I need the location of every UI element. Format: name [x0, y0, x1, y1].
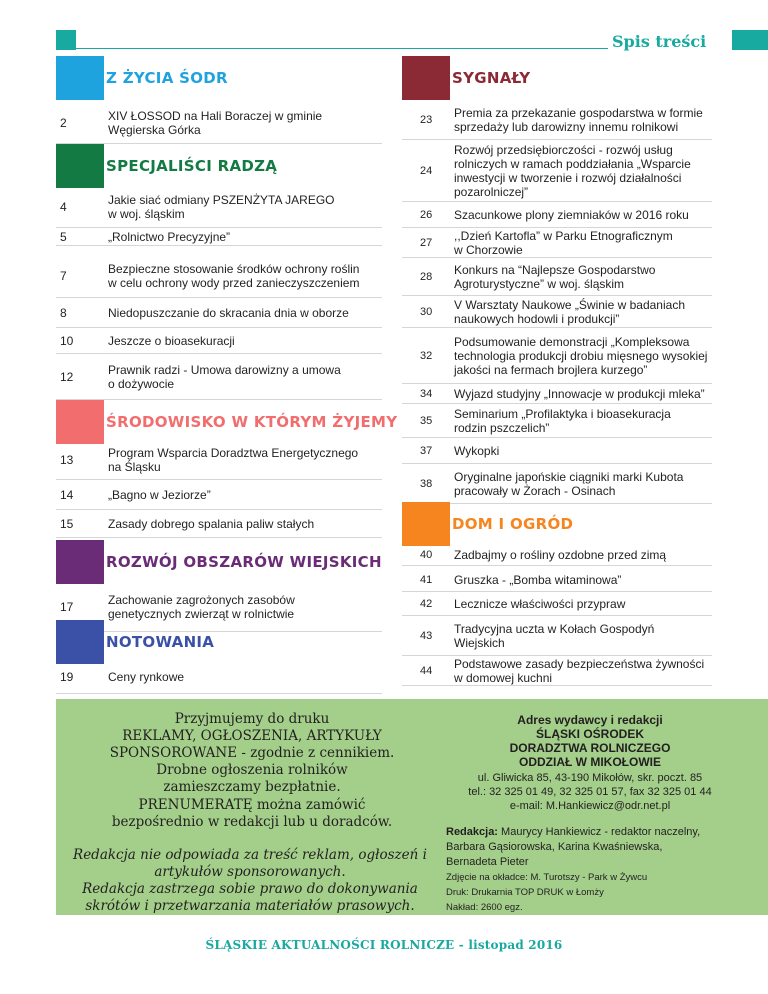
printing-info: Druk: Drukarnia TOP DRUK w Łomży — [446, 887, 604, 898]
toc-entry-title: Podstawowe zasady bezpieczeństwa żywności w domowej kuchni — [454, 656, 705, 685]
toc-page-number: 24 — [420, 164, 433, 177]
toc-page-number: 44 — [420, 664, 433, 677]
toc-entry — [56, 354, 382, 400]
toc-entry-title: Niedopuszczanie do skracania dnia w oborze — [108, 305, 349, 320]
info-box-right — [444, 699, 768, 915]
toc-entry-title: Jeszcze o bioasekuracji — [108, 333, 235, 348]
editorial-label: Redakcja: — [446, 826, 498, 838]
toc-page-number: 10 — [60, 333, 74, 348]
publisher-heading: Adres wydawcy i redakcji ŚLĄSKI OŚRODEK DORADZTWA ROLNICZEGO ODDZIAŁ W MIKOŁOWIE — [509, 713, 671, 769]
toc-page-number: 35 — [420, 414, 433, 427]
toc-entry — [56, 660, 382, 694]
subscription-notice: PRENUMERATĘ można zamówić bezpośrednio w redakcji lub u doradców. — [111, 797, 393, 830]
editorial-staff — [446, 825, 746, 870]
toc-page-number: 40 — [420, 548, 433, 561]
disclaimer: Redakcja nie odpowiada za treść reklam, ogłoszeń i artykułów sponsorowanych. Redakcja zastrzega sobie prawo do dokonywania skrótów i przetwarzania materiałów prasowych. — [73, 847, 427, 914]
toc-page-number: 17 — [60, 599, 74, 614]
footer-text: ŚLĄSKIE AKTUALNOŚCI ROLNICZE - listopad 2016 — [205, 938, 563, 952]
toc-entry-title: Podsumowanie demonstracji „Kompleksowa technologia produkcji drobiu mięsnego wysokiej jakości na fermach brojlera kurzego” — [454, 334, 708, 377]
toc-entry — [402, 404, 712, 438]
toc-entry — [56, 102, 382, 144]
toc-entry — [56, 328, 382, 354]
section-title: SPECJALIŚCI RADZĄ — [106, 157, 278, 175]
header-square-right — [732, 30, 768, 50]
toc-entry — [402, 568, 712, 592]
toc-entry-title: Program Wsparcia Doradztwa Energetycznego na Śląsku — [108, 445, 359, 474]
editorial-text: Maurycy Hankiewicz - redaktor naczelny, Barbara Gąsiorowska, Karina Kwaśniewska, Bernadeta Pieter — [446, 826, 701, 868]
toc-entry-title: Tradycyjna uczta w Kołach Gospodyń Wiejskich — [454, 621, 655, 650]
header-rule — [76, 48, 608, 49]
toc-entry-title: Ceny rynkowe — [108, 669, 185, 684]
toc-entry — [402, 616, 712, 656]
section-title: ROZWÓJ OBSZARÓW WIEJSKICH — [106, 553, 382, 571]
toc-entry — [56, 582, 382, 632]
toc-entry — [56, 228, 382, 246]
toc-entry — [402, 656, 712, 686]
toc-entry-title: Zadbajmy o rośliny ozdobne przed zimą — [454, 547, 667, 562]
toc-entry-title: XIV ŁOSSOD na Hali Boraczej w gminie Węgierska Górka — [108, 108, 323, 137]
toc-page-number: 2 — [60, 115, 67, 130]
section-title: NOTOWANIA — [106, 633, 215, 651]
toc-entry — [402, 384, 712, 404]
toc-entry — [56, 186, 382, 228]
toc-entry-title: Konkurs na “Najlepsze Gospodarstwo Agroturystyczne” w woj. śląskim — [454, 262, 656, 291]
toc-entry-title: Zasady dobrego spalania paliw stałych — [108, 516, 315, 531]
toc-entry-title: „Bagno w Jeziorze” — [108, 487, 211, 502]
toc-entry — [402, 258, 712, 296]
toc-entry-title: Wykopki — [454, 443, 500, 458]
toc-page-number: 27 — [420, 236, 433, 249]
toc-entry-title: Seminarium „Profilaktyka i bioasekuracja rodzin pszczelich” — [454, 406, 671, 435]
section-title: ŚRODOWISKO W KTÓRYM ŻYJEMY — [106, 413, 398, 431]
toc-page-number: 15 — [60, 516, 74, 531]
toc-page-number: 14 — [60, 487, 74, 502]
toc-entry — [56, 254, 382, 298]
toc-entry-title: Jakie siać odmiany PSZENŻYTA JAREGO w woj. śląskim — [108, 192, 335, 221]
toc-page-number: 8 — [60, 305, 67, 320]
toc-entry-title: Oryginalne japońskie ciągniki marki Kubota pracowały w Żorach - Osinach — [454, 469, 684, 498]
toc-entry-title: ,,Dzień Kartofla” w Parku Etnograficznym w Chorzowie — [454, 228, 673, 257]
toc-page-number: 19 — [60, 669, 74, 684]
section-color-box — [402, 502, 450, 546]
toc-page-number: 34 — [420, 387, 433, 400]
toc-entry-title: Szacunkowe plony ziemniaków w 2016 roku — [454, 207, 689, 222]
cover-photo-credit: Zdjęcie na okładce: M. Turotszy - Park w Żywcu — [446, 872, 648, 883]
toc-page-number: 32 — [420, 349, 433, 362]
section-title: Z ŻYCIA ŚODR — [106, 69, 228, 87]
toc-page-number: 38 — [420, 477, 433, 490]
toc-entry — [402, 202, 712, 228]
info-box-left — [56, 699, 444, 915]
toc-entry — [402, 228, 712, 258]
toc-entry — [402, 296, 712, 328]
toc-entry — [56, 510, 382, 538]
section-color-box — [402, 56, 450, 100]
toc-entry-title: Prawnik radzi - Umowa darowizny a umowa o dożywocie — [108, 362, 341, 391]
toc-page-number: 7 — [60, 268, 67, 283]
ad-notice: Przyjmujemy do druku REKLAMY, OGŁOSZENIA, ARTYKUŁY SPONSOROWANE - zgodnie z cennikiem. Drobne ogłoszenia rolników zamieszczamy bezpłatnie. — [109, 711, 395, 795]
info-box — [56, 699, 768, 915]
section-color-box — [56, 540, 104, 584]
toc-entry-title: Zachowanie zagrożonych zasobów genetycznych zwierząt w rolnictwie — [108, 592, 295, 621]
toc-page-number: 5 — [60, 229, 67, 244]
toc-entry — [402, 100, 712, 140]
publisher-address: ul. Gliwicka 85, 43-190 Mikołów, skr. poczt. 85 tel.: 32 325 01 49, 32 325 01 57, fax 32 325 01 44 e-mail: M.Hankiewicz@odr.net.pl — [468, 772, 712, 812]
toc-entry — [402, 140, 712, 202]
toc-entry — [402, 464, 712, 504]
toc-entry — [402, 438, 712, 464]
toc-entry — [402, 592, 712, 616]
section-color-box — [56, 620, 104, 664]
section-title: SYGNAŁY — [452, 69, 531, 87]
toc-page-number: 43 — [420, 629, 433, 642]
toc-page-number: 28 — [420, 270, 433, 283]
toc-entry-title: Gruszka - „Bomba witaminowa” — [454, 572, 622, 587]
toc-entry-title: Bezpieczne stosowanie środków ochrony roślin w celu ochrony wody przed zanieczyszczeniem — [108, 261, 360, 290]
toc-entry — [56, 440, 382, 480]
toc-page-number: 41 — [420, 573, 433, 586]
toc-page-number: 37 — [420, 444, 433, 457]
toc-page-number: 12 — [60, 369, 74, 384]
section-color-box — [56, 144, 104, 188]
toc-entry-title: Rozwój przedsiębiorczości - rozwój usług rolniczych w ramach poddziałania „Wsparcie inwestycji w tworzenie i rozwój działalności pozarolniczej” — [454, 142, 691, 199]
toc-entry — [56, 480, 382, 510]
section-color-box — [56, 56, 104, 100]
toc-entry — [56, 298, 382, 328]
section-title: DOM I OGRÓD — [452, 515, 574, 533]
toc-entry-title: Wyjazd studyjny „Innowacje w produkcji mleka” — [454, 386, 705, 401]
toc-entry — [402, 328, 712, 384]
toc-entry-title: V Warsztaty Naukowe „Świnie w badaniach naukowych hodowli i produkcji” — [454, 297, 685, 326]
toc-entry-title: Lecznicze właściwości przypraw — [454, 596, 626, 611]
toc-page-number: 23 — [420, 113, 433, 126]
toc-page-number: 30 — [420, 305, 433, 318]
toc-page-number: 4 — [60, 199, 67, 214]
section-color-box — [56, 400, 104, 444]
toc-entry — [402, 544, 712, 566]
toc-entry-title: Premia za przekazanie gospodarstwa w formie sprzedaży lub darowizny innemu rolnikowi — [454, 105, 703, 134]
header-square-left — [56, 30, 76, 50]
toc-entry-title: „Rolnictwo Precyzyjne” — [108, 229, 231, 244]
toc-page-number: 13 — [60, 452, 74, 467]
toc-page-number: 42 — [420, 597, 433, 610]
circulation-info: Nakład: 2600 egz. — [446, 902, 523, 913]
toc-page-number: 26 — [420, 208, 433, 221]
page-title: Spis treści — [612, 32, 707, 51]
